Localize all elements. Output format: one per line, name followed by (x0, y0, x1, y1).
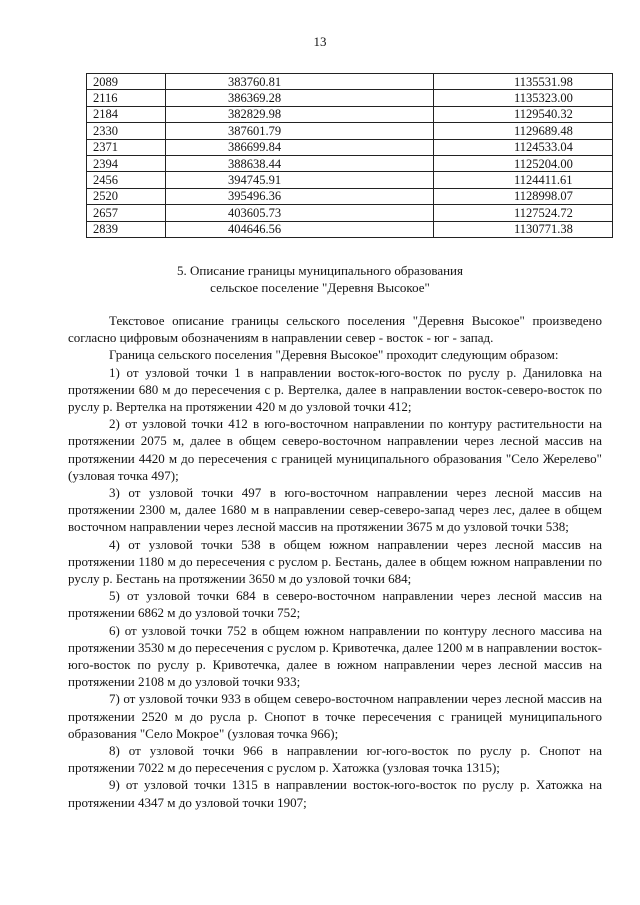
y-coordinate-cell: 1127524.72 (434, 205, 613, 221)
point-number-cell: 2394 (87, 155, 166, 171)
y-coordinate-cell: 1130771.38 (434, 221, 613, 237)
x-coordinate-cell: 386369.28 (166, 90, 434, 106)
paragraph: 1) от узловой точки 1 в направлении восток-юго-восток по руслу р. Даниловка на протяжении 680 м до пересечения с р. Вертелка, далее в направлении восток-северо-восток по руслу р. Вертелка на протяжении 420 м до узловой точки 412; (68, 364, 602, 415)
section-title-line-1: 5. Описание границы муниципального образования (177, 263, 463, 278)
x-coordinate-cell: 383760.81 (166, 74, 434, 90)
point-number-cell: 2330 (87, 123, 166, 139)
x-coordinate-cell: 382829.98 (166, 106, 434, 122)
table-row (87, 172, 613, 188)
paragraph: 6) от узловой точки 752 в общем южном направлении по контуру лесного массива на протяжении 3530 м до пересечения с руслом р. Кривотечка, далее 1200 м в направлении восток-юго-восток по руслу р. Кривотечка, далее в южном направлении через лесной массив на протяжении 2108 м до узловой точки 933; (68, 622, 602, 690)
table-row (87, 205, 613, 221)
table-row (87, 155, 613, 171)
point-number-cell: 2520 (87, 188, 166, 204)
x-coordinate-cell: 388638.44 (166, 155, 434, 171)
y-coordinate-cell: 1129540.32 (434, 106, 613, 122)
x-coordinate-cell: 386699.84 (166, 139, 434, 155)
table-row (87, 74, 613, 90)
point-number-cell: 2184 (87, 106, 166, 122)
paragraph: 7) от узловой точки 933 в общем северо-восточном направлении через лесной массив на протяжении 2520 м до русла р. Снопот в точке пересечения с границей муниципального образования "Село Мокрое" (узловая точка 966); (68, 691, 602, 741)
section-title-line-2: сельское поселение "Деревня Высокое" (210, 280, 430, 295)
paragraph: Текстовое описание границы сельского поселения "Деревня Высокое" произведено согласно цифровым обозначениям в направлении север - восток - юг - запад. (68, 313, 602, 346)
paragraph: 5) от узловой точки 684 в северо-восточном направлении через лесной массив на протяжении 6862 м до узловой точки 752; (68, 588, 602, 621)
x-coordinate-cell: 394745.91 (166, 172, 434, 188)
paragraph: 4) от узловой точки 538 в общем южном направлении через лесной массив на протяжении 1180 м до пересечения с руслом р. Бестань, далее в общем южном направлении по руслу р. Бестань на протяжении 3650 м до узловой точки 684; (68, 536, 602, 587)
paragraph: 8) от узловой точки 966 в направлении юг-юго-восток по руслу р. Снопот на протяжении 7022 м до пересечения с руслом р. Хатожка (узловая точка 1315); (68, 743, 602, 776)
x-coordinate-cell: 403605.73 (166, 205, 434, 221)
boundary-description (68, 312, 602, 811)
paragraph: 3) от узловой точки 497 в юго-восточном направлении через лесной массив на протяжении 2300 м, далее 1680 м в направлении север-северо-запад через лес, далее в общем восточном направлении через лесной массив на протяжении 3675 м до узловой точки 538; (68, 485, 602, 535)
point-number-cell: 2839 (87, 221, 166, 237)
x-coordinate-cell: 387601.79 (166, 123, 434, 139)
point-number-cell: 2456 (87, 172, 166, 188)
table-row (87, 221, 613, 237)
y-coordinate-cell: 1128998.07 (434, 188, 613, 204)
table-row (87, 123, 613, 139)
point-number-cell: 2089 (87, 74, 166, 90)
point-number-cell: 2116 (87, 90, 166, 106)
x-coordinate-cell: 404646.56 (166, 221, 434, 237)
y-coordinate-cell: 1125204.00 (434, 155, 613, 171)
paragraph: 9) от узловой точки 1315 в направлении восток-юго-восток по руслу р. Хатожка на протяжении 4347 м до узловой точки 1907; (68, 777, 602, 810)
page-number: 13 (313, 34, 327, 49)
table-row (87, 188, 613, 204)
section-title (0, 262, 640, 296)
coordinates-table (86, 73, 613, 238)
paragraph: 2) от узловой точки 412 в юго-восточном направлении по контуру растительности на протяжении 2075 м, далее в общем северо-восточном направлении через лесной массив на протяжении 4420 м до пересечения с границей муниципального образования "Село Жерелево" (узловая точка 497); (68, 416, 602, 483)
y-coordinate-cell: 1124533.04 (434, 139, 613, 155)
y-coordinate-cell: 1135531.98 (434, 74, 613, 90)
point-number-cell: 2657 (87, 205, 166, 221)
x-coordinate-cell: 395496.36 (166, 188, 434, 204)
point-number-cell: 2371 (87, 139, 166, 155)
y-coordinate-cell: 1124411.61 (434, 172, 613, 188)
y-coordinate-cell: 1135323.00 (434, 90, 613, 106)
table-row (87, 90, 613, 106)
table-row (87, 139, 613, 155)
y-coordinate-cell: 1129689.48 (434, 123, 613, 139)
paragraph: Граница сельского поселения "Деревня Высокое" проходит следующим образом: (109, 347, 559, 363)
table-row (87, 106, 613, 122)
